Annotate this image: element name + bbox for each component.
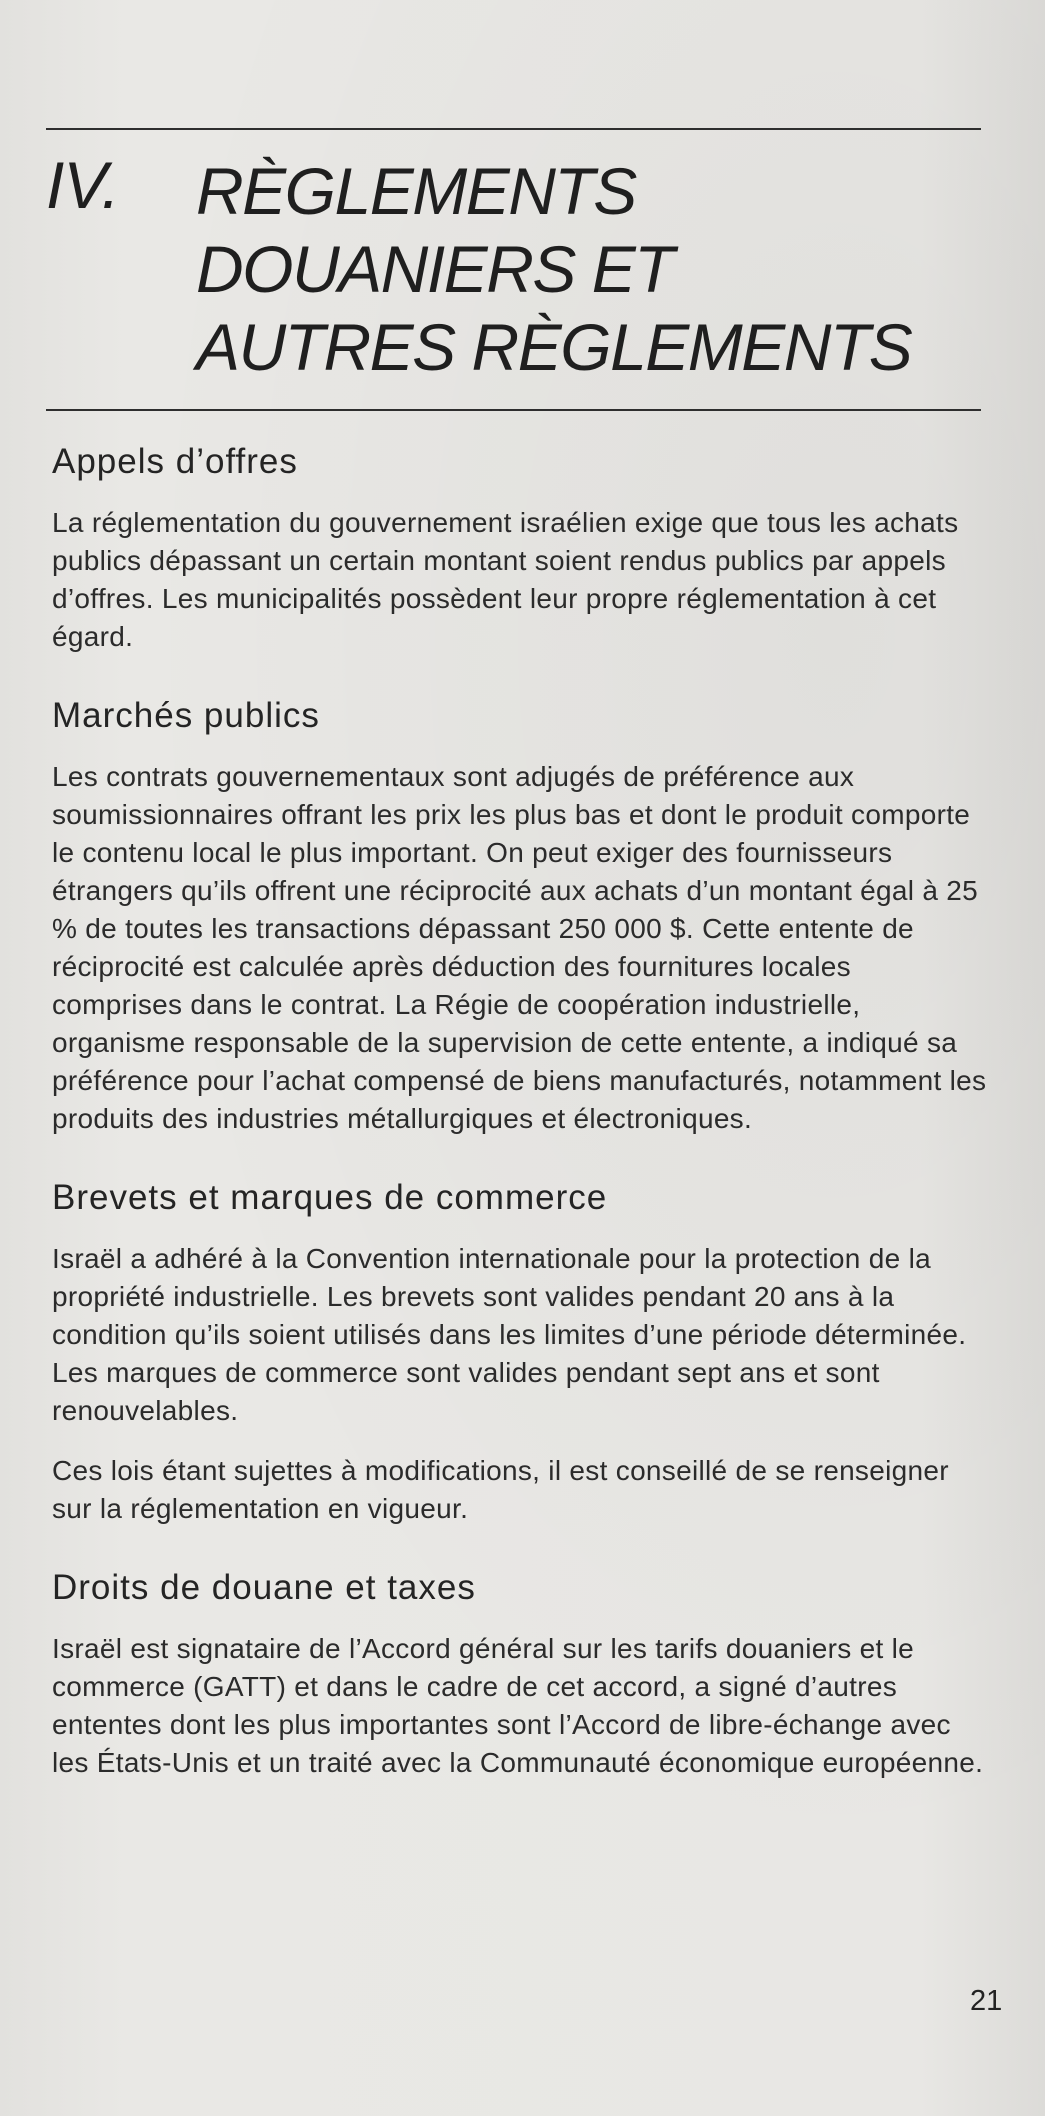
section-paragraph: La réglementation du gouvernement israélien exige que tous les achats publics dépassant un certain montant soient rendus publics par appels d’offres. Les municipalités possèdent leur propre réglementation à cet égard. [52, 507, 959, 652]
section-marches-publics [52, 694, 987, 1138]
top-rule [46, 128, 981, 130]
section-paragraph: Israël est signataire de l’Accord général sur les tarifs douaniers et le commerce (GATT) et dans le cadre de cet accord, a signé d’autres ententes dont les plus importantes sont l’Accord de libre-échange avec les États-Unis et un traité avec la Communauté économique européenne. [52, 1633, 984, 1778]
page-content [52, 440, 987, 1820]
section-heading: Brevets et marques de commerce [52, 1178, 608, 1217]
section-appels-offres [52, 440, 987, 656]
section-paragraph: Ces lois étant sujettes à modifications, il est conseillé de se renseigner sur la réglementation en vigueur. [52, 1455, 949, 1524]
section-brevets-marques [52, 1176, 987, 1528]
section-droits-douane [52, 1566, 987, 1782]
chapter-title-line: DOUANIERS ET [196, 232, 674, 306]
section-heading: Appels d’offres [52, 442, 298, 481]
bottom-rule [46, 409, 981, 411]
chapter-title [196, 152, 986, 386]
section-paragraph: Israël a adhéré à la Convention internationale pour la protection de la propriété industrielle. Les brevets sont valides pendant 20 ans à la condition qu’ils soient utilisés dans les limites d’une période déterminée. Les marques de commerce sont valides pendant sept ans et sont renouvelables. [52, 1243, 967, 1426]
section-paragraph: Les contrats gouvernementaux sont adjugés de préférence aux soumissionnaires offrant les prix les plus bas et dont le produit comporte le contenu local le plus important. On peut exiger des fournisseurs étrangers qu’ils offrent une réciprocité aux achats d’un montant égal à 25 % de toutes les transactions dépassant 250 000 $. Cette entente de réciprocité est calculée après déduction des fournitures locales comprises dans le contrat. La Régie de coopération industrielle, organisme responsable de la supervision de cette entente, a indiqué sa préférence pour l’achat compensé de biens manufacturés, notamment les produits des industries métallurgiques et électroniques. [52, 761, 987, 1134]
chapter-title-line: AUTRES RÈGLEMENTS [196, 310, 912, 384]
chapter-title-line: RÈGLEMENTS [196, 154, 636, 228]
section-heading: Droits de douane et taxes [52, 1568, 476, 1607]
page-number: 21 [970, 1985, 1003, 2017]
chapter-number: IV. [46, 148, 119, 222]
section-heading: Marchés publics [52, 696, 320, 735]
